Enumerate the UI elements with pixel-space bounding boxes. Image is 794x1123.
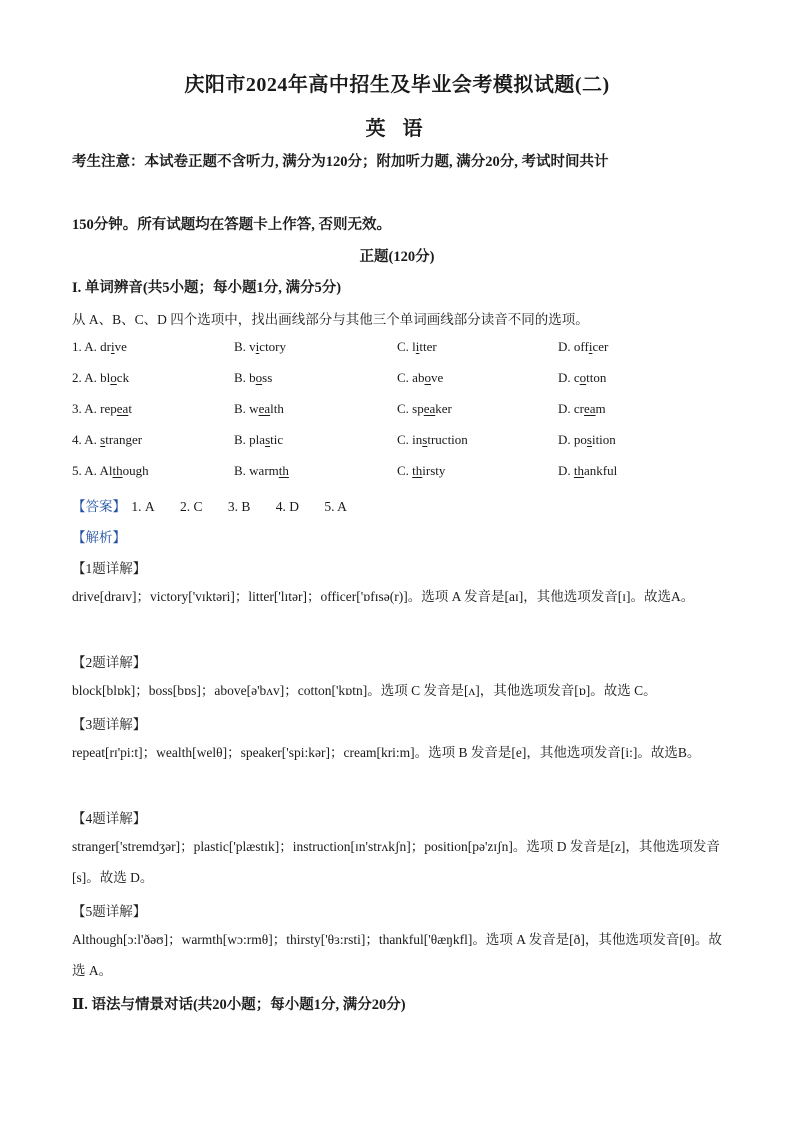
exam-title: 庆阳市2024年高中招生及毕业会考模拟试题(二) [184,74,610,96]
option: D. thankful [558,463,618,478]
answer-line [72,495,347,515]
question-row [72,339,732,359]
question-row [72,463,732,483]
option: B. warmth [234,463,289,478]
option: B. wealth [234,401,284,416]
option: 5. A. Although [72,463,149,478]
option: D. officer [558,339,609,354]
detail-text: block[blɒk]；boss[bɒs]；above[ə'bʌv]；cotton['kɒtn]。选项 C 发音是[ʌ]，其他选项发音[ɒ]。故选 C。 [72,683,657,698]
section-title: 正题(120分) [359,249,435,265]
option: C. above [397,370,444,385]
option: 4. A. stranger [72,432,143,447]
question-row [72,432,732,452]
detail-heading: 【4题详解】 [72,811,147,826]
subject-title: 英 语 [365,118,429,140]
answer-label: 【答案】 [72,499,126,514]
notice-line-2: 150分钟。所有试题均在答题卡上作答, 否则无效。 [72,217,391,233]
answer-item: 1. A [131,499,155,514]
question-row [72,370,732,390]
detail-heading: 【2题详解】 [72,655,147,670]
option: D. cotton [558,370,607,385]
part2-heading: Ⅱ. 语法与情景对话(共20小题；每小题1分, 满分20分) [72,997,406,1013]
analysis-label: 【解析】 [72,530,126,545]
option: C. instruction [397,432,468,447]
option: B. plastic [234,432,284,447]
detail-heading: 【3题详解】 [72,717,147,732]
option: C. litter [397,339,437,354]
option: 2. A. block [72,370,130,385]
option: 3. A. repeat [72,401,132,416]
option: C. speaker [397,401,452,416]
answer-item: 3. B [227,499,251,514]
part1-heading: I. 单词辨音(共5小题；每小题1分, 满分5分) [72,280,342,296]
detail-heading: 【1题详解】 [72,561,147,576]
part1-instruction: 从 A、B、C、D 四个选项中，找出画线部分与其他三个单词画线部分读音不同的选项。 [72,312,589,327]
option: 1. A. drive [72,339,127,354]
answer-item: 4. D [275,499,300,514]
detail-text: stranger['stremdʒər]；plastic['plæstɪk]；instruction[ɪn'strʌkʃn]；position[pə'zɪʃn]。选项 D 发音是[z]，其他选项发音[s]。故选 D。 [72,839,720,885]
detail-heading: 【5题详解】 [72,904,147,919]
option: D. position [558,432,616,447]
question-row [72,401,732,421]
option: D. cream [558,401,606,416]
detail-text: Although[ɔ:l'ðəʊ]；warmth[wɔ:rmθ]；thirsty['θɜ:rsti]；thankful['θæŋkfl]。选项 A 发音是[ð]，其他选项发音[θ]。故选 A。 [72,932,722,978]
answer-item: 2. C [180,499,203,514]
option: C. thirsty [397,463,446,478]
answer-item: 5. A [324,499,347,514]
detail-text: drive[draɪv]；victory['vɪktəri]；litter['lɪtər]；officer['ɒfɪsə(r)]。选项 A 发音是[aɪ]，其他选项发音[ɪ]。故选A。 [72,589,695,604]
option: B. victory [234,339,287,354]
option: B. boss [234,370,273,385]
detail-text: repeat[rɪ'pi:t]；wealth[welθ]；speaker['spi:kər]；cream[kri:m]。选项 B 发音是[e]，其他选项发音[i:]。故选B。 [72,745,701,760]
notice-line-1: 考生注意：本试卷正题不含听力, 满分为120分；附加听力题, 满分20分, 考试时间共计 [72,154,609,170]
